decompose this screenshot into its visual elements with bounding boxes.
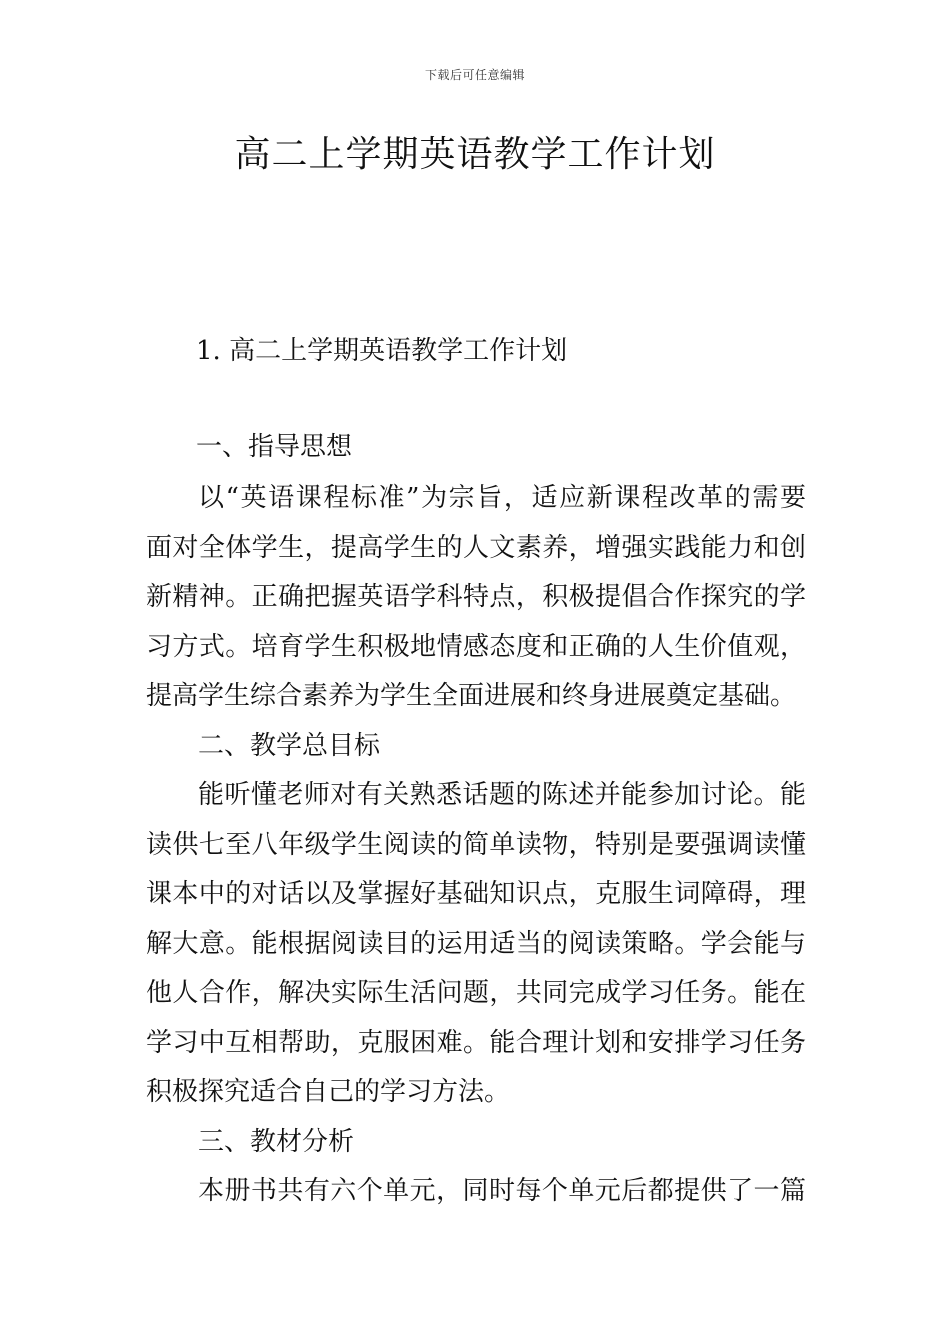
header-note: 下载后可任意编辑	[424, 68, 525, 82]
document-title: 高二上学期英语教学工作计划	[234, 134, 716, 175]
paragraph-line: 新精神。正确把握英语学科特点，积极提倡合作探究的学	[146, 582, 806, 612]
section-heading-textbook-analysis: 三、教材分析	[198, 1126, 355, 1157]
paragraph-line: 读供七至八年级学生阅读的简单读物，特别是要强调读懂	[146, 829, 806, 860]
section-body-guiding-thought	[146, 474, 806, 1217]
paragraph-line: 学习中互相帮助，克服困难。能合理计划和安排学习任务	[146, 1027, 806, 1058]
paragraph-line: 积极探究适合自己的学习方法。	[146, 1077, 511, 1107]
section-heading-guiding-thought: 一、指导思想	[196, 432, 353, 462]
paragraph-line: 习方式。培育学生积极地情感态度和正确的人生价值观，	[146, 631, 806, 662]
paragraph-line: 提高学生综合素养为学生全面进展和终身进展奠定基础。	[146, 681, 797, 711]
paragraph-line: 面对全体学生，提高学生的人文素养，增强实践能力和创	[146, 532, 806, 563]
document-subtitle: 1. 高二上学期英语教学工作计划	[196, 336, 568, 366]
paragraph-line: 课本中的对话以及掌握好基础知识点，克服生词障碍，理	[146, 879, 806, 909]
paragraph-line: 他人合作，解决实际生活问题，共同完成学习任务。能在	[146, 978, 806, 1008]
section-heading-teaching-goals: 二、教学总目标	[198, 730, 381, 761]
paragraph-line: 解大意。能根据阅读目的运用适当的阅读策略。学会能与	[146, 928, 806, 959]
paragraph-line: 以“英语课程标准”为宗旨，适应新课程改革的需要	[198, 483, 806, 513]
paragraph-line: 能听懂老师对有关熟悉话题的陈述并能参加讨论。能	[198, 780, 806, 810]
paragraph-line: 本册书共有六个单元，同时每个单元后都提供了一篇	[198, 1176, 806, 1206]
